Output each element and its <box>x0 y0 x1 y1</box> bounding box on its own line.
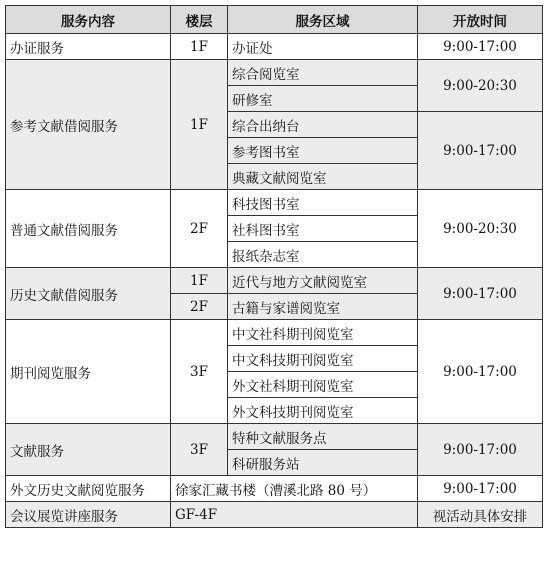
service-cell: 历史文献借阅服务 <box>6 268 171 320</box>
area-cell: 研修室 <box>228 86 418 112</box>
service-cell: 文献服务 <box>6 424 171 476</box>
service-cell: 普通文献借阅服务 <box>6 190 171 268</box>
table-row <box>6 476 543 502</box>
library-service-table <box>5 5 543 528</box>
header-area: 服务区域 <box>228 6 418 34</box>
hours-cell: 9:00-17:00 <box>418 476 543 502</box>
area-cell: 古籍与家谱阅览室 <box>228 294 418 320</box>
table-row <box>6 320 543 346</box>
area-cell: 特种文献服务点 <box>228 424 418 450</box>
header-hours: 开放时间 <box>418 6 543 34</box>
service-cell: 外文历史文献阅览服务 <box>6 476 171 502</box>
area-cell: 外文社科期刊阅览室 <box>228 372 418 398</box>
floor-cell: 1F <box>171 60 228 190</box>
area-cell: 徐家汇藏书楼（漕溪北路 80 号） <box>171 476 418 502</box>
table-row <box>6 60 543 86</box>
hours-cell: 9:00-20:30 <box>418 60 543 112</box>
table-row <box>6 190 543 216</box>
floor-cell: GF-4F <box>171 502 418 528</box>
hours-cell: 9:00-20:30 <box>418 190 543 268</box>
header-row <box>6 6 543 34</box>
service-cell: 期刊阅览服务 <box>6 320 171 424</box>
table-row <box>6 34 543 60</box>
area-cell: 科研服务站 <box>228 450 418 476</box>
header-service: 服务内容 <box>6 6 171 34</box>
hours-cell: 9:00-17:00 <box>418 112 543 190</box>
hours-cell: 9:00-17:00 <box>418 424 543 476</box>
area-cell: 综合阅览室 <box>228 60 418 86</box>
area-cell: 中文科技期刊阅览室 <box>228 346 418 372</box>
floor-cell: 2F <box>171 190 228 268</box>
floor-cell: 2F <box>171 294 228 320</box>
area-cell: 近代与地方文献阅览室 <box>228 268 418 294</box>
area-cell: 外文科技期刊阅览室 <box>228 398 418 424</box>
header-floor: 楼层 <box>171 6 228 34</box>
area-cell: 参考图书室 <box>228 138 418 164</box>
area-cell: 综合出纳台 <box>228 112 418 138</box>
floor-cell: 3F <box>171 320 228 424</box>
area-cell: 办证处 <box>228 34 418 60</box>
service-cell: 办证服务 <box>6 34 171 60</box>
table-row <box>6 502 543 528</box>
hours-cell: 9:00-17:00 <box>418 320 543 424</box>
service-cell: 参考文献借阅服务 <box>6 60 171 190</box>
service-cell: 会议展览讲座服务 <box>6 502 171 528</box>
floor-cell: 3F <box>171 424 228 476</box>
hours-cell: 视活动具体安排 <box>418 502 543 528</box>
hours-cell: 9:00-17:00 <box>418 34 543 60</box>
area-cell: 中文社科期刊阅览室 <box>228 320 418 346</box>
table-row <box>6 424 543 450</box>
table-row <box>6 268 543 294</box>
floor-cell: 1F <box>171 34 228 60</box>
area-cell: 科技图书室 <box>228 190 418 216</box>
area-cell: 报纸杂志室 <box>228 242 418 268</box>
floor-cell: 1F <box>171 268 228 294</box>
area-cell: 社科图书室 <box>228 216 418 242</box>
area-cell: 典藏文献阅览室 <box>228 164 418 190</box>
hours-cell: 9:00-17:00 <box>418 268 543 320</box>
